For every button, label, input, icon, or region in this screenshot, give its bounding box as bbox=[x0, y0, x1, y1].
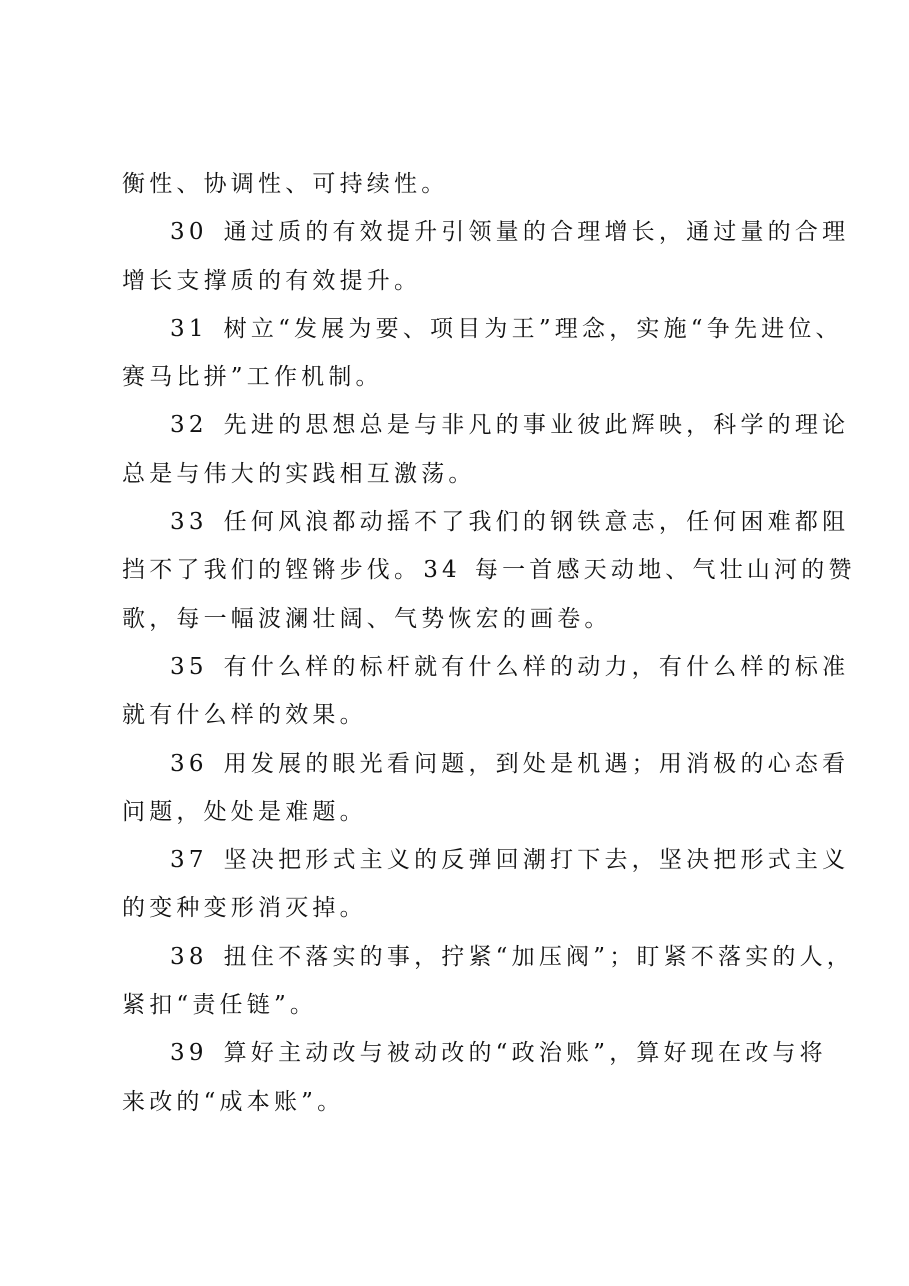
item-35-line-1 bbox=[122, 643, 850, 691]
line-text: 来改的“成本账”。 bbox=[122, 1088, 345, 1115]
line-text: 挡不了我们的铿锵步伐。 bbox=[122, 557, 422, 584]
line-text: 的变种变形消灭掉。 bbox=[122, 895, 367, 922]
item-number: 39 bbox=[170, 1040, 208, 1067]
item-number: 35 bbox=[170, 653, 208, 680]
item-number: 33 bbox=[170, 509, 208, 536]
item-number: 37 bbox=[170, 847, 208, 874]
item-30-line-1 bbox=[122, 208, 850, 256]
item-30-line-2 bbox=[122, 257, 812, 305]
line-text: 坚决把形式主义的反弹回潮打下去，坚决把形式主义 bbox=[223, 847, 850, 874]
line-text: 赛马比拼”工作机制。 bbox=[122, 364, 383, 391]
item-38-line-2 bbox=[122, 981, 812, 1029]
item-34-line-2 bbox=[122, 595, 812, 643]
line-text: 先进的思想总是与非凡的事业彼此辉映，科学的理论 bbox=[223, 412, 850, 439]
line-text: 就有什么样的效果。 bbox=[122, 702, 367, 729]
item-37-line-1 bbox=[122, 836, 850, 884]
line-text: 算好主动改与被动改的“政治账”，算好现在改与将 bbox=[223, 1040, 827, 1067]
line-text: 用发展的眼光看问题，到处是机遇；用消极的心态看 bbox=[223, 750, 850, 777]
item-number: 30 bbox=[170, 219, 208, 246]
item-35-line-2 bbox=[122, 691, 812, 739]
line-text: 有什么样的标杆就有什么样的动力，有什么样的标准 bbox=[223, 653, 850, 680]
line-text: 每一首感天动地、气壮山河的赞 bbox=[474, 557, 856, 584]
item-number: 36 bbox=[170, 750, 208, 777]
line-text: 扭住不落实的事，拧紧“加压阀”；盯紧不落实的人， bbox=[223, 943, 854, 970]
item-39-line-1 bbox=[122, 1029, 827, 1077]
item-38-line-1 bbox=[122, 933, 854, 981]
line-text: 歌，每一幅波澜壮阔、气势恢宏的画卷。 bbox=[122, 605, 612, 632]
line-text: 紧扣“责任链”。 bbox=[122, 992, 318, 1019]
line-text: 增长支撑质的有效提升。 bbox=[122, 267, 422, 294]
item-32-line-1 bbox=[122, 401, 850, 449]
line-text: 通过质的有效提升引领量的合理增长，通过量的合理 bbox=[223, 219, 850, 246]
item-number: 31 bbox=[170, 315, 208, 342]
line-text: 总是与伟大的实践相互激荡。 bbox=[122, 460, 476, 487]
item-31-line-1 bbox=[122, 305, 843, 353]
item-37-line-2 bbox=[122, 884, 812, 932]
line-text: 任何风浪都动摇不了我们的钢铁意志，任何困难都阻 bbox=[223, 509, 850, 536]
item-number: 38 bbox=[170, 943, 208, 970]
document-body bbox=[122, 160, 856, 1126]
item-32-line-2 bbox=[122, 450, 812, 498]
line-text: 树立“发展为要、项目为王”理念，实施“争先进位、 bbox=[223, 315, 843, 342]
item-number: 32 bbox=[170, 412, 208, 439]
item-36-line-2 bbox=[122, 788, 812, 836]
line-text: 问题，处处是难题。 bbox=[122, 798, 367, 825]
text-line bbox=[122, 160, 812, 208]
item-33-line-1 bbox=[122, 498, 850, 546]
item-33-34-line bbox=[122, 546, 856, 594]
item-number: 34 bbox=[423, 557, 461, 584]
line-text: 衡性、协调性、可持续性。 bbox=[122, 171, 449, 197]
item-31-line-2 bbox=[122, 353, 812, 401]
item-39-line-2 bbox=[122, 1078, 812, 1126]
item-36-line-1 bbox=[122, 740, 850, 788]
